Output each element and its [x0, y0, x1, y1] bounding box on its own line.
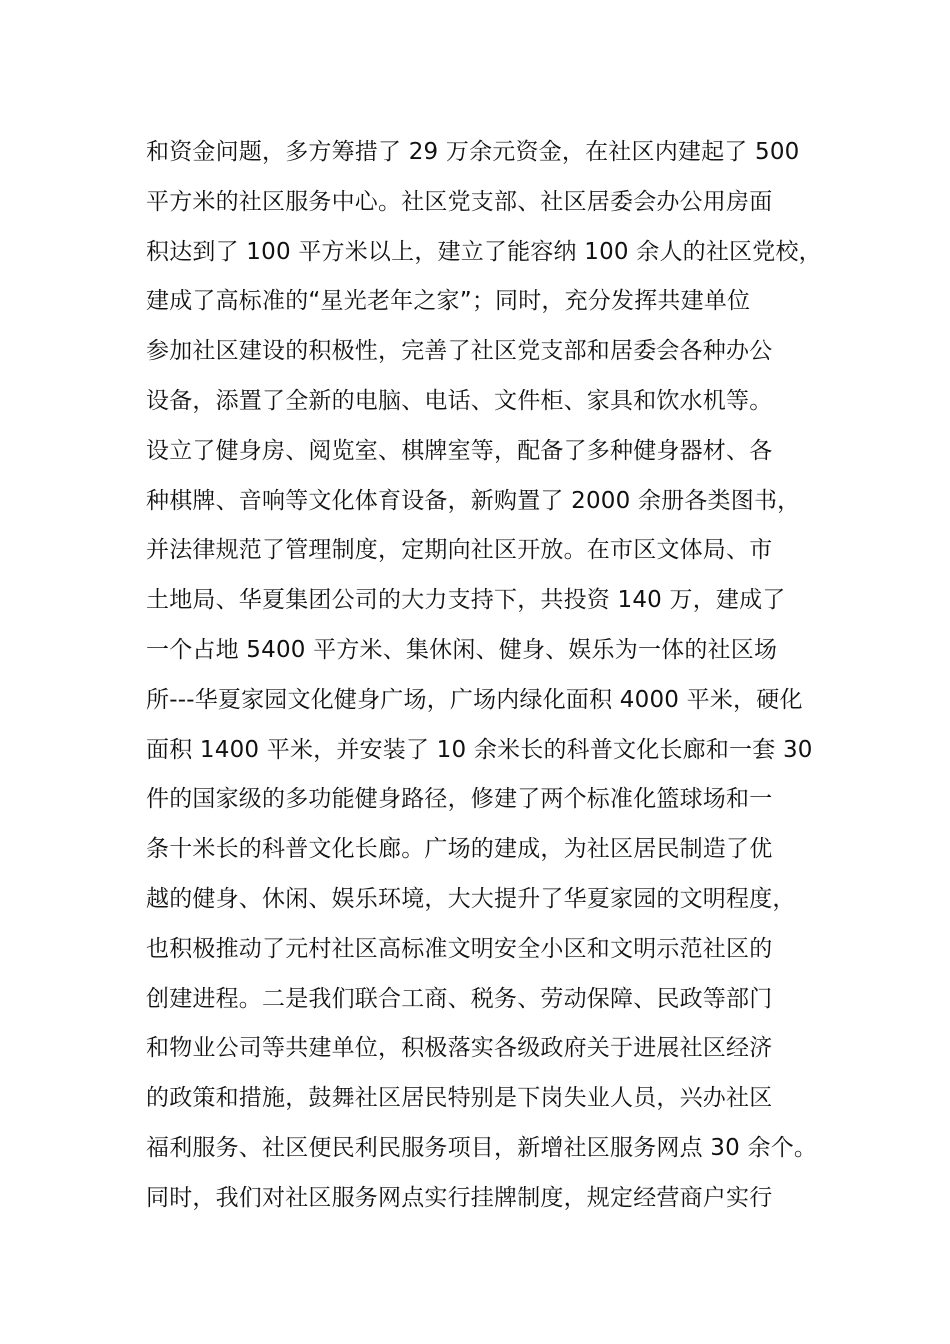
text-line: 件的国家级的多功能健身路径，修建了两个标准化篮球场和一	[146, 786, 773, 813]
text-line: 并法律规范了管理制度，定期向社区开放。在市区文体局、市	[146, 537, 773, 564]
text-line: 种棋牌、音响等文化体育设备，新购置了 2000 余册各类图书，	[146, 487, 801, 514]
text-line: 同时，我们对社区服务网点实行挂牌制度，规定经营商户实行	[146, 1184, 773, 1211]
text-line: 面积 1400 平米，并安装了 10 余米长的科普文化长廊和一套 30	[146, 736, 813, 763]
text-line: 创建进程。二是我们联合工商、税务、劳动保障、民政等部门	[146, 985, 773, 1012]
text-line: 和资金问题，多方筹措了 29 万余元资金，在社区内建起了 500	[146, 139, 800, 165]
text-line: 条十米长的科普文化长廊。广场的建成，为社区居民制造了优	[146, 836, 773, 863]
text-line: 一个占地 5400 平方米、集休闲、健身、娱乐为一体的社区场	[146, 636, 778, 663]
text-line: 平方米的社区服务中心。社区党支部、社区居委会办公用房面	[146, 188, 773, 215]
text-line: 积达到了 100 平方米以上，建立了能容纳 100 余人的社区党校，	[146, 238, 822, 265]
text-line: 和物业公司等共建单位，积极落实各级政府关于进展社区经济	[146, 1035, 773, 1062]
text-line: 越的健身、休闲、娱乐环境，大大提升了华夏家园的文明程度，	[146, 885, 796, 912]
text-line: 所---华夏家园文化健身广场，广场内绿化面积 4000 平米，硬化	[146, 686, 803, 713]
text-line: 福利服务、社区便民利民服务项目，新增社区服务网点 30 余个。	[146, 1134, 818, 1161]
text-line: 的政策和措施，鼓舞社区居民特别是下岗失业人员，兴办社区	[146, 1085, 773, 1112]
text-line: 建成了高标准的“星光老年之家”；同时，充分发挥共建单位	[146, 288, 751, 315]
text-line: 设备，添置了全新的电脑、电话、文件柜、家具和饮水机等。	[146, 387, 773, 414]
body-text	[146, 128, 826, 1224]
text-line: 设立了健身房、阅览室、棋牌室等，配备了多种健身器材、各	[146, 437, 773, 464]
text-line: 也积极推动了元村社区高标准文明安全小区和文明示范社区的	[146, 935, 773, 962]
text-line: 土地局、华夏集团公司的大力支持下，共投资 140 万，建成了	[146, 587, 786, 614]
text-line: 参加社区建设的积极性，完善了社区党支部和居委会各种办公	[146, 338, 773, 365]
